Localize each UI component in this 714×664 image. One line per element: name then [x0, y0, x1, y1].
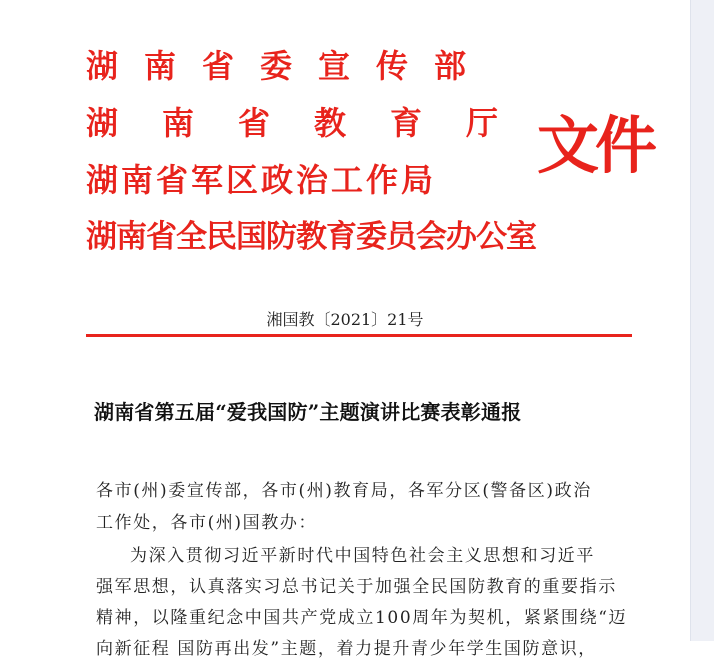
body-line-1: 为深入贯彻习近平新时代中国特色社会主义思想和习近平 [130, 546, 595, 566]
issuer-defense-education-office: 湖南省全民国防教育委员会办公室 [86, 219, 536, 255]
body-line-4: 向新征程 国防再出发”主题，着力提升青少年学生国防意识， [96, 639, 597, 659]
addressee-line-1: 各市(州)委宣传部，各市(州)教育局，各军分区(警备区)政治 [96, 481, 592, 501]
notice-title: 湖南省第五届“爱我国防”主题演讲比赛表彰通报 [94, 400, 522, 424]
red-divider [86, 334, 632, 337]
issuer-military-political-bureau: 湖南省军区政治工作局 [86, 161, 437, 199]
body-line-3: 精神，以隆重纪念中国共产党成立100周年为契机，紧紧围绕“迈 [96, 608, 628, 628]
body-line-2: 强军思想，认真落实习总书记关于加强全民国防教育的重要指示 [96, 577, 617, 597]
addressee-line-2: 工作处，各市(州)国教办： [96, 513, 318, 533]
document-label: 文件 [537, 109, 654, 182]
issuer-education-dept: 湖南省教育厅 [86, 104, 543, 142]
issuing-authorities [86, 38, 543, 266]
document-number: 湘国教〔2021〕21号 [266, 310, 424, 329]
viewer-scroll-gutter[interactable] [690, 0, 714, 641]
issuer-propaganda-dept: 湖南省委宣传部 [86, 47, 493, 85]
